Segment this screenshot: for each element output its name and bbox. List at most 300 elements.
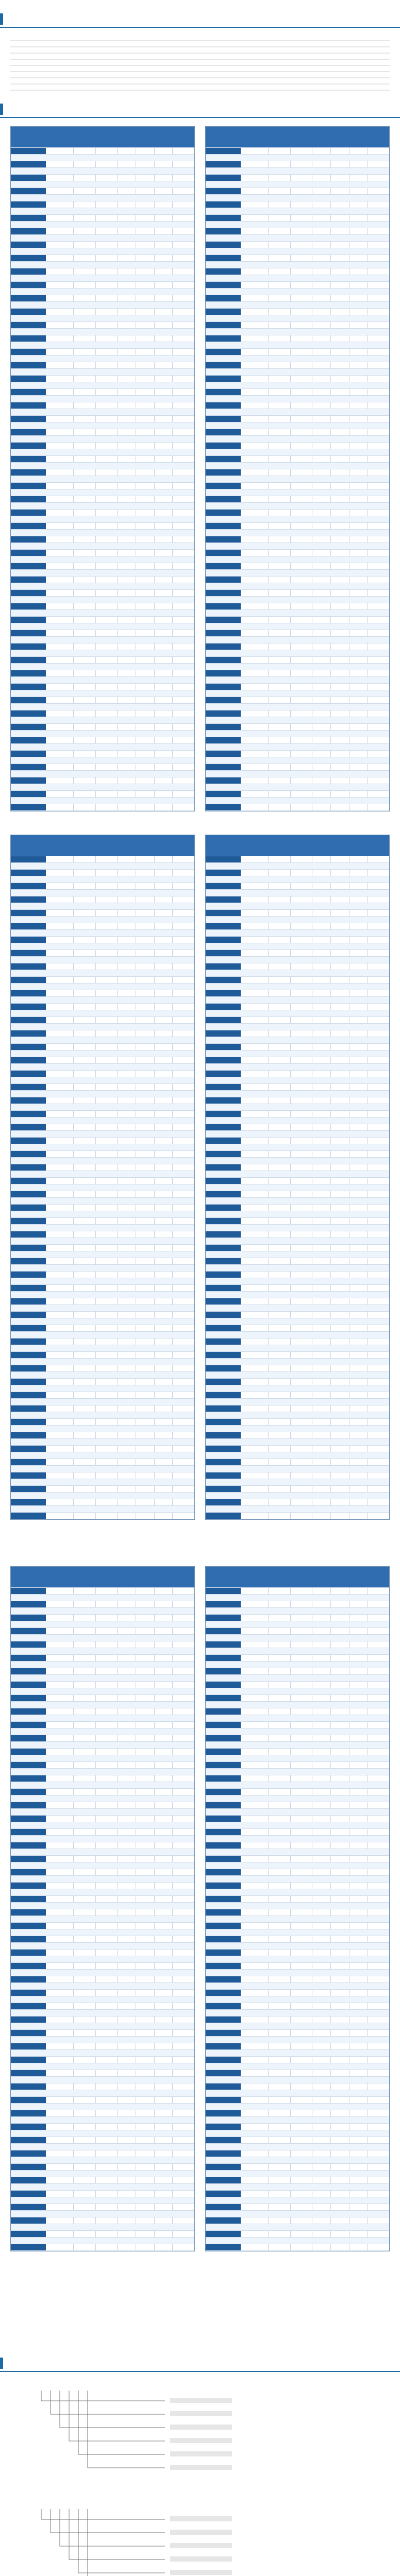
- table-row: [11, 1398, 194, 1405]
- table-row: [11, 2150, 194, 2157]
- table-row: [11, 1016, 194, 1023]
- table-row: [11, 2217, 194, 2224]
- table-row: [206, 1795, 389, 1802]
- table-row: [206, 368, 389, 375]
- table-row: [11, 683, 194, 690]
- table-row: [11, 1224, 194, 1231]
- table-row: [206, 956, 389, 963]
- intro-section-header: [0, 10, 400, 28]
- table-row: [11, 903, 194, 909]
- table-row: [11, 784, 194, 790]
- table-row: [206, 1251, 389, 1258]
- table-row: [11, 1137, 194, 1144]
- table-row: [206, 301, 389, 308]
- table-row: [11, 1298, 194, 1304]
- table-row: [206, 442, 389, 449]
- table-row: [206, 683, 389, 690]
- table-row: [206, 663, 389, 670]
- table-row: [11, 1587, 194, 1594]
- table-row: [11, 1849, 194, 1855]
- table-row: [206, 449, 389, 455]
- table-row: [206, 2244, 389, 2250]
- table-row: [206, 1345, 389, 1351]
- table-row: [206, 1023, 389, 1030]
- table-row: [206, 1922, 389, 1929]
- table-row: [11, 295, 194, 301]
- table-row: [11, 609, 194, 616]
- table-row: [206, 1594, 389, 1601]
- code-meaning: [170, 2411, 232, 2416]
- table-row: [206, 1949, 389, 1956]
- table-row: [11, 2103, 194, 2110]
- table-row: [11, 469, 194, 476]
- parameter-table: [10, 835, 195, 1520]
- table-row: [206, 2210, 389, 2217]
- table-row: [11, 1688, 194, 1694]
- table-row: [206, 221, 389, 228]
- table-row: [206, 1492, 389, 1499]
- table-row: [206, 1304, 389, 1311]
- table-row: [206, 2123, 389, 2130]
- table-row: [11, 883, 194, 889]
- table-row: [11, 797, 194, 804]
- table-row: [206, 174, 389, 181]
- table-header: [11, 1567, 194, 1587]
- table-row: [11, 1822, 194, 1828]
- table-row: [11, 415, 194, 422]
- table-row: [11, 936, 194, 943]
- table-row: [206, 2217, 389, 2224]
- table-row: [206, 375, 389, 382]
- table-row: [206, 1050, 389, 1057]
- table-row: [11, 1996, 194, 2003]
- table-row: [11, 1445, 194, 1452]
- table-row: [206, 2157, 389, 2163]
- table-row: [206, 757, 389, 764]
- table-row: [206, 2016, 389, 2023]
- table-row: [11, 1003, 194, 1010]
- intro-text: [10, 35, 390, 92]
- table-row: [206, 161, 389, 167]
- table-row: [206, 777, 389, 784]
- table-row: [11, 923, 194, 929]
- table-row: [11, 1661, 194, 1668]
- table-row: [206, 1338, 389, 1345]
- table-row: [206, 656, 389, 663]
- table-row: [206, 636, 389, 643]
- table-row: [206, 321, 389, 328]
- table-row: [206, 362, 389, 368]
- table-row: [206, 1512, 389, 1519]
- table-row: [206, 1016, 389, 1023]
- table-row: [11, 2009, 194, 2016]
- table-header: [11, 127, 194, 147]
- table-row: [206, 1318, 389, 1325]
- table-row: [206, 1351, 389, 1358]
- table-row: [206, 1358, 389, 1365]
- table-row: [11, 757, 194, 764]
- table-row: [11, 1325, 194, 1331]
- table-row: [206, 983, 389, 990]
- table-row: [11, 1117, 194, 1124]
- table-row: [206, 255, 389, 261]
- table-row: [11, 335, 194, 342]
- table-row: [11, 623, 194, 630]
- table-row: [206, 596, 389, 603]
- table-row: [11, 1648, 194, 1654]
- table-row: [206, 1037, 389, 1043]
- table-row: [206, 1003, 389, 1010]
- code-meaning: [170, 2556, 232, 2562]
- table-row: [11, 1231, 194, 1238]
- table-row: [11, 1211, 194, 1217]
- table-row: [206, 1815, 389, 1822]
- table-row: [206, 214, 389, 221]
- table-header: [206, 1567, 389, 1587]
- table-row: [11, 188, 194, 194]
- table-row: [11, 301, 194, 308]
- table-row: [11, 536, 194, 543]
- table-row: [206, 1144, 389, 1150]
- table-row: [11, 368, 194, 375]
- table-row: [11, 1459, 194, 1465]
- table-row: [206, 563, 389, 569]
- table-row: [11, 710, 194, 717]
- table-row: [11, 502, 194, 509]
- table-row: [11, 1815, 194, 1822]
- table-row: [206, 1452, 389, 1459]
- table-row: [206, 1445, 389, 1452]
- table-row: [11, 1318, 194, 1325]
- table-row: [11, 1244, 194, 1251]
- table-row: [206, 469, 389, 476]
- table-row: [11, 2210, 194, 2217]
- table-row: [206, 797, 389, 804]
- table-row: [11, 167, 194, 174]
- table-row: [206, 1902, 389, 1909]
- table-row: [11, 255, 194, 261]
- table-row: [206, 976, 389, 983]
- table-row: [11, 1936, 194, 1942]
- table-row: [11, 2096, 194, 2103]
- table-row: [206, 1184, 389, 1191]
- table-row: [11, 529, 194, 536]
- table-row: [11, 429, 194, 435]
- table-row: [11, 1499, 194, 1505]
- table-row: [206, 1715, 389, 1721]
- table-row: [11, 248, 194, 255]
- table-row: [11, 288, 194, 295]
- table-row: [11, 2083, 194, 2090]
- table-row: [11, 636, 194, 643]
- table-row: [206, 529, 389, 536]
- table-row: [206, 1057, 389, 1063]
- table-row: [206, 2143, 389, 2150]
- table-row: [11, 1956, 194, 1962]
- table-row: [11, 697, 194, 703]
- table-row: [206, 476, 389, 482]
- table-row: [11, 1735, 194, 1741]
- table-row: [11, 496, 194, 502]
- table-row: [206, 1117, 389, 1124]
- table-row: [206, 936, 389, 943]
- table-row: [11, 1654, 194, 1661]
- table-row: [11, 1284, 194, 1291]
- code-leader-line: [51, 2391, 165, 2414]
- table-row: [206, 422, 389, 429]
- code-meaning: [170, 2543, 232, 2548]
- table-row: [11, 221, 194, 228]
- table-row: [11, 616, 194, 623]
- table-row: [206, 862, 389, 869]
- table-row: [206, 1654, 389, 1661]
- table-row: [11, 1438, 194, 1445]
- table-row: [11, 1264, 194, 1271]
- table-row: [206, 2190, 389, 2197]
- table-row: [11, 2049, 194, 2056]
- table-row: [206, 188, 389, 194]
- table-row: [206, 697, 389, 703]
- table-row: [206, 1782, 389, 1788]
- table-row: [11, 1614, 194, 1621]
- code-leader-line: [51, 2509, 165, 2533]
- table-row: [206, 2043, 389, 2049]
- table-row: [11, 1882, 194, 1889]
- table-row: [11, 489, 194, 496]
- table-row: [11, 916, 194, 923]
- table-row: [206, 328, 389, 335]
- table-row: [11, 2016, 194, 2023]
- table-row: [11, 1130, 194, 1137]
- table-row: [11, 1271, 194, 1278]
- table-row: [206, 1371, 389, 1378]
- table-row: [11, 643, 194, 650]
- table-row: [206, 1621, 389, 1628]
- table-row: [206, 1171, 389, 1177]
- table-row: [206, 743, 389, 750]
- table-row: [11, 1083, 194, 1090]
- table-row: [206, 1708, 389, 1715]
- table-row: [11, 996, 194, 1003]
- table-row: [11, 1808, 194, 1815]
- table-row: [206, 1291, 389, 1298]
- table-row: [11, 856, 194, 862]
- table-row: [206, 770, 389, 777]
- table-row: [206, 2177, 389, 2183]
- table-row: [206, 1668, 389, 1674]
- table-row: [206, 1204, 389, 1211]
- table-row: [11, 321, 194, 328]
- table-row: [11, 355, 194, 362]
- table-row: [11, 569, 194, 576]
- table-row: [206, 1788, 389, 1795]
- table-row: [206, 1465, 389, 1472]
- table-row: [206, 883, 389, 889]
- table-row: [206, 1855, 389, 1862]
- table-row: [11, 889, 194, 896]
- table-row: [206, 409, 389, 415]
- table-row: [206, 1070, 389, 1077]
- table-row: [206, 1661, 389, 1668]
- code-meaning: [170, 2438, 232, 2443]
- table-row: [206, 869, 389, 876]
- table-row: [11, 1090, 194, 1097]
- table-row: [206, 208, 389, 214]
- table-row: [11, 234, 194, 241]
- table-row: [206, 1090, 389, 1097]
- table-row: [11, 328, 194, 335]
- table-row: [206, 281, 389, 288]
- table-row: [206, 1628, 389, 1634]
- table-row: [206, 1197, 389, 1204]
- table-row: [11, 1929, 194, 1936]
- table-row: [206, 1258, 389, 1264]
- table-row: [206, 676, 389, 683]
- table-row: [11, 1184, 194, 1191]
- table-row: [11, 1916, 194, 1922]
- table-row: [206, 1875, 389, 1882]
- table-row: [11, 909, 194, 916]
- table-row: [11, 896, 194, 903]
- table-row: [11, 462, 194, 469]
- table-row: [11, 2076, 194, 2083]
- table-row: [11, 723, 194, 730]
- table-row: [11, 1097, 194, 1104]
- table-row: [11, 563, 194, 569]
- table-row: [11, 2183, 194, 2190]
- table-row: [206, 876, 389, 883]
- table-row: [206, 2003, 389, 2009]
- table-row: [11, 342, 194, 348]
- code-meaning: [170, 2398, 232, 2403]
- table-row: [206, 583, 389, 589]
- table-row: [11, 1030, 194, 1037]
- table-row: [11, 1862, 194, 1869]
- table-row: [206, 650, 389, 656]
- table-row: [206, 2183, 389, 2190]
- table-row: [206, 1982, 389, 1989]
- table-row: [11, 630, 194, 636]
- table-row: [11, 670, 194, 676]
- code-meaning: [170, 2425, 232, 2430]
- table-row: [206, 1775, 389, 1782]
- table-row: [206, 1264, 389, 1271]
- table-row: [206, 2023, 389, 2029]
- table-row: [11, 1063, 194, 1070]
- table-row: [206, 896, 389, 903]
- parameter-table: [205, 126, 390, 811]
- table-row: [206, 623, 389, 630]
- table-row: [11, 1258, 194, 1264]
- table-row: [206, 1735, 389, 1741]
- table-row: [11, 1607, 194, 1614]
- table-row: [11, 1338, 194, 1345]
- table-row: [11, 214, 194, 221]
- table-row: [11, 1962, 194, 1969]
- table-row: [206, 2090, 389, 2096]
- table-row: [206, 1634, 389, 1641]
- code-leader-line: [69, 2391, 165, 2441]
- table-row: [206, 429, 389, 435]
- model-section-header: [0, 2354, 400, 2372]
- table-row: [11, 1037, 194, 1043]
- table-row: [11, 1895, 194, 1902]
- table-row: [206, 1191, 389, 1197]
- table-row: [11, 1010, 194, 1016]
- table-row: [206, 1432, 389, 1438]
- params-section-header: [0, 100, 400, 118]
- table-row: [11, 764, 194, 770]
- table-row: [206, 228, 389, 234]
- table-row: [11, 549, 194, 556]
- table-row: [206, 1614, 389, 1621]
- table-row: [11, 281, 194, 288]
- table-row: [11, 790, 194, 797]
- table-row: [11, 1634, 194, 1641]
- table-row: [206, 335, 389, 342]
- table-row: [11, 2237, 194, 2244]
- table-header: [206, 127, 389, 147]
- table-row: [11, 743, 194, 750]
- table-row: [206, 1298, 389, 1304]
- table-row: [206, 1311, 389, 1318]
- table-row: [206, 2116, 389, 2123]
- table-row: [206, 1694, 389, 1701]
- table-row: [11, 1788, 194, 1795]
- table-row: [11, 2250, 194, 2251]
- table-row: [206, 810, 389, 811]
- table-row: [206, 268, 389, 275]
- table-row: [206, 1110, 389, 1117]
- table-row: [206, 1238, 389, 1244]
- table-row: [206, 2150, 389, 2157]
- table-row: [11, 476, 194, 482]
- table-row: [11, 522, 194, 529]
- table-row: [11, 1601, 194, 1607]
- table-row: [206, 576, 389, 583]
- table-row: [206, 970, 389, 976]
- table-row: [206, 1331, 389, 1338]
- table-row: [11, 869, 194, 876]
- table-row: [206, 1499, 389, 1505]
- table-row: [206, 1601, 389, 1607]
- table-row: [11, 422, 194, 429]
- table-row: [11, 1768, 194, 1775]
- table-row: [11, 1875, 194, 1882]
- table-row: [11, 154, 194, 161]
- section-marker: [0, 2358, 3, 2369]
- table-row: [11, 2143, 194, 2150]
- table-row: [206, 489, 389, 496]
- table-row: [11, 315, 194, 321]
- table-row: [11, 1425, 194, 1432]
- table-row: [206, 1648, 389, 1654]
- table-row: [11, 241, 194, 248]
- code-meaning: [170, 2570, 232, 2575]
- table-row: [11, 1949, 194, 1956]
- table-row: [206, 1916, 389, 1922]
- table-row: [206, 1505, 389, 1512]
- table-row: [206, 1063, 389, 1070]
- table-row: [206, 288, 389, 295]
- table-row: [11, 1594, 194, 1601]
- code-leader-line: [69, 2509, 165, 2560]
- table-row: [206, 750, 389, 757]
- table-row: [11, 1492, 194, 1499]
- table-row: [11, 1472, 194, 1479]
- table-row: [206, 723, 389, 730]
- table-row: [206, 737, 389, 743]
